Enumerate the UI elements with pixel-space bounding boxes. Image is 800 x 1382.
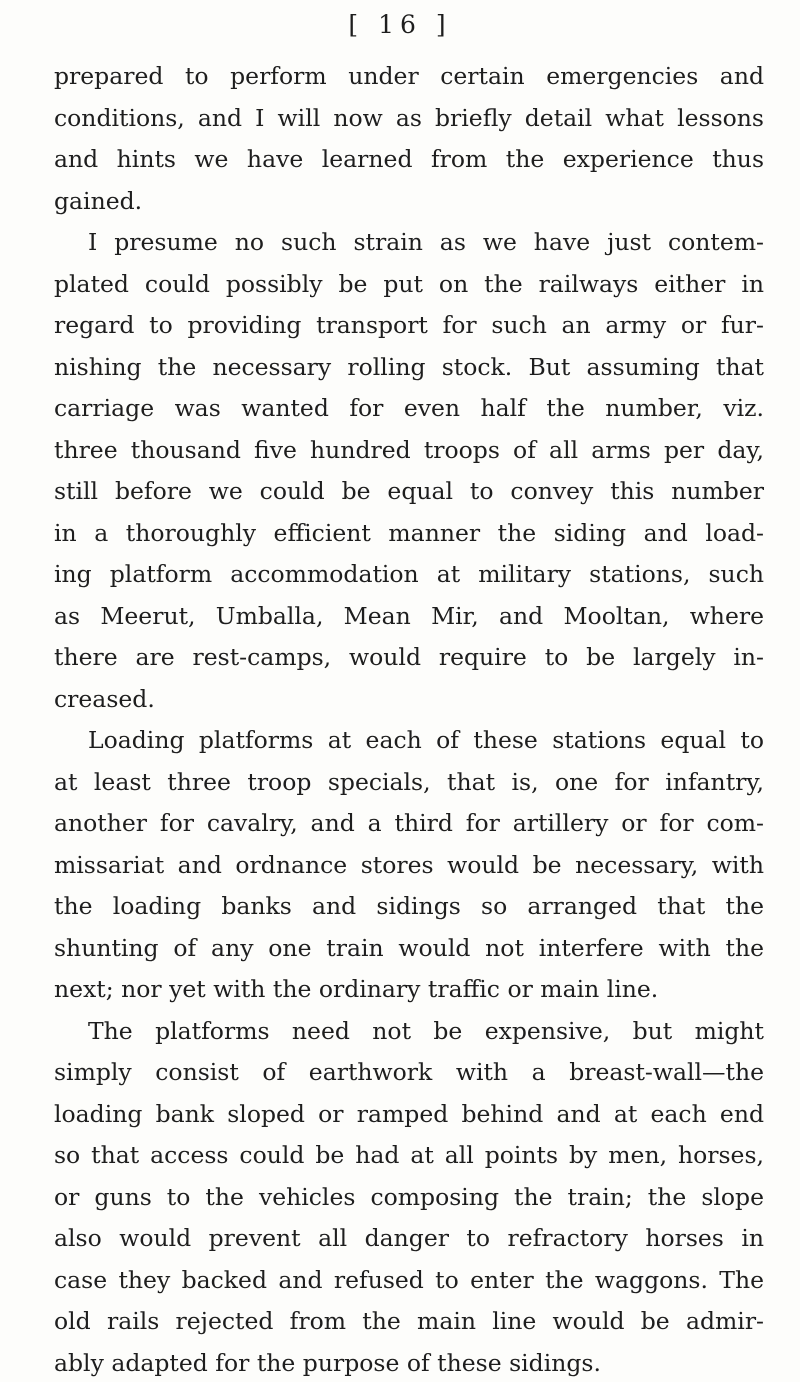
paragraph-2: [54, 222, 764, 720]
text-line: ing platform accommodation at military stations, such: [54, 560, 764, 588]
text-line: I presume no such strain as we have just contem-: [88, 228, 764, 256]
text-line: ably adapted for the purpose of these sidings.: [54, 1348, 601, 1377]
text-line: the loading banks and sidings so arranged that the: [54, 892, 764, 920]
text-line: simply consist of earthwork with a breast-wall—the: [54, 1058, 764, 1086]
text-line: The platforms need not be expensive, but might: [88, 1016, 764, 1045]
text-line: creased.: [54, 684, 155, 713]
paragraph-1: [54, 56, 764, 222]
text-line: plated could possibly be put on the railways either in: [54, 269, 764, 298]
text-line: prepared to perform under certain emergencies and: [54, 62, 764, 90]
text-line: also would prevent all danger to refractory horses in: [54, 1224, 764, 1252]
text-line: in a thoroughly efficient manner the siding and load-: [54, 518, 764, 547]
text-line: nishing the necessary rolling stock. But assuming that: [54, 352, 764, 381]
text-line: old rails rejected from the main line would be admir-: [54, 1307, 764, 1335]
text-line: loading bank sloped or ramped behind and at each end: [54, 1099, 764, 1128]
text-line: carriage was wanted for even half the number, viz.: [54, 394, 764, 422]
text-line: conditions, and I will now as briefly detail what lessons: [54, 103, 764, 132]
text-line: Loading platforms at each of these stations equal to: [88, 726, 764, 754]
paragraph-4: [54, 1011, 764, 1382]
page-number: [ 16 ]: [348, 10, 452, 39]
text-line: at least three troop specials, that is, one for infantry,: [54, 767, 764, 796]
text-line: and hints we have learned from the experience thus: [54, 145, 764, 173]
text-line: gained.: [54, 186, 143, 215]
text-line: next; nor yet with the ordinary traffic or main line.: [54, 975, 659, 1003]
text-line: so that access could be had at all points by men, horses,: [54, 1141, 764, 1169]
text-line: as Meerut, Umballa, Mean Mir, and Mooltan, where: [54, 601, 764, 630]
text-line: there are rest-camps, would require to be largely in-: [54, 643, 764, 671]
text-line: regard to providing transport for such an army or fur-: [54, 311, 764, 339]
text-body: [54, 56, 764, 1382]
paragraph-3: [54, 720, 764, 1011]
text-line: shunting of any one train would not interfere with the: [54, 933, 764, 962]
text-line: missariat and ordnance stores would be necessary, with: [54, 850, 764, 879]
text-line: or guns to the vehicles composing the train; the slope: [54, 1182, 764, 1211]
text-line: another for cavalry, and a third for artillery or for com-: [54, 809, 764, 837]
text-line: case they backed and refused to enter the waggons. The: [54, 1265, 764, 1294]
text-line: three thousand five hundred troops of all arms per day,: [54, 435, 764, 464]
text-line: still before we could be equal to convey this number: [54, 477, 764, 505]
